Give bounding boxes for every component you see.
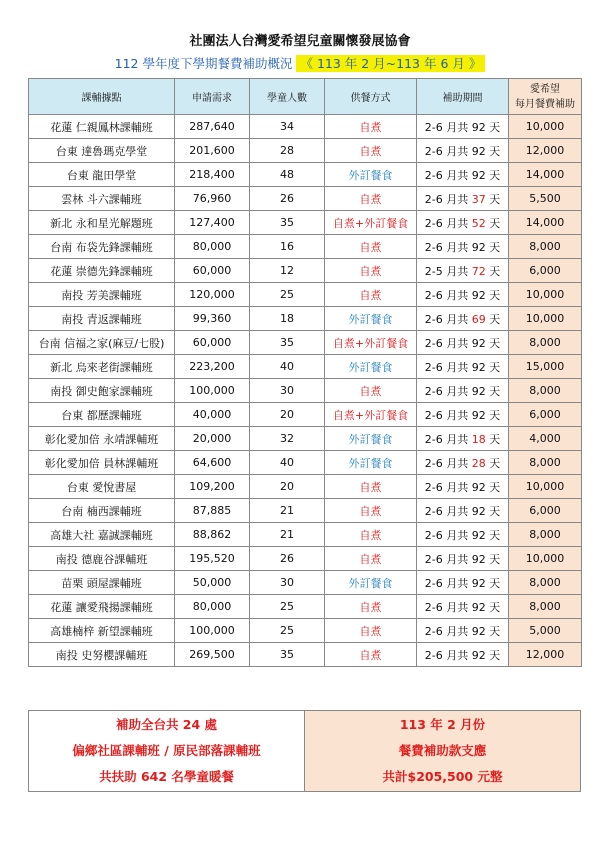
table-row [29,283,582,307]
period-days: 92 [471,528,486,542]
header-subsidy-line2: 每月餐費補助 [515,98,575,110]
period-prefix: 2-6 月共 [424,528,472,542]
period-suffix: 天 [485,456,501,470]
cell-children: 26 [250,547,325,571]
period-days: 69 [471,312,486,326]
period-prefix: 2-6 月共 [424,648,472,662]
cell-site: 台東 都歷課輔班 [29,403,175,427]
cell-meal: 自煮 [325,595,417,619]
cell-children: 21 [250,523,325,547]
summary-right-line: 113 年 2 月份 [399,717,486,732]
cell-subsidy: 15,000 [509,355,582,379]
cell-request: 100,000 [175,619,250,643]
table-row [29,211,582,235]
table-row [29,139,582,163]
cell-meal: 自煮 [325,259,417,283]
summary-right-line: 餐費補助款支應 [398,743,487,758]
cell-meal: 自煮 [325,379,417,403]
cell-request: 88,862 [175,523,250,547]
period-prefix: 2-6 月共 [424,600,472,614]
cell-meal: 自煮+外訂餐食 [325,403,417,427]
cell-site: 台東 達魯瑪克學堂 [29,139,175,163]
cell-site: 南投 德鹿谷課輔班 [29,547,175,571]
table-row [29,379,582,403]
period-suffix: 天 [485,384,501,398]
period-suffix: 天 [485,312,501,326]
table-row [29,571,582,595]
cell-children: 34 [250,115,325,139]
cell-meal: 外訂餐食 [325,571,417,595]
cell-subsidy: 10,000 [509,115,582,139]
period-suffix: 天 [485,600,501,614]
cell-meal: 自煮 [325,547,417,571]
cell-subsidy: 14,000 [509,211,582,235]
cell-site: 台東 龍田學堂 [29,163,175,187]
cell-request: 269,500 [175,643,250,667]
cell-subsidy: 5,000 [509,619,582,643]
cell-subsidy: 8,000 [509,571,582,595]
summary-left-line: 偏鄉社區課輔班 / 原民部落課輔班 [72,743,261,758]
cell-children: 40 [250,451,325,475]
cell-period [417,499,509,523]
cell-meal: 外訂餐食 [325,307,417,331]
period-prefix: 2-6 月共 [424,360,472,374]
cell-meal: 自煮 [325,187,417,211]
summary-left [29,711,305,792]
period-prefix: 2-6 月共 [424,408,472,422]
summary-table [28,710,581,792]
period-suffix: 天 [485,120,501,134]
period-days: 92 [471,552,486,566]
cell-children: 30 [250,571,325,595]
cell-request: 64,600 [175,451,250,475]
subtitle-period: 《 113 年 2 月~113 年 6 月 》 [296,55,485,72]
cell-subsidy: 8,000 [509,523,582,547]
table-body [29,115,582,667]
summary-left-line: 共扶助 642 名學童暖餐 [99,769,234,784]
cell-period [417,187,509,211]
cell-meal: 自煮 [325,619,417,643]
cell-subsidy: 6,000 [509,259,582,283]
cell-period [417,307,509,331]
cell-site: 花蓮 仁親鳳林課輔班 [29,115,175,139]
cell-children: 35 [250,331,325,355]
period-days: 92 [471,576,486,590]
table-row [29,115,582,139]
cell-site: 台東 愛悅書屋 [29,475,175,499]
period-prefix: 2-6 月共 [424,120,472,134]
table-row [29,259,582,283]
cell-subsidy: 6,000 [509,403,582,427]
table-row [29,619,582,643]
cell-period [417,523,509,547]
table-row [29,523,582,547]
summary-right [305,711,581,792]
cell-request: 76,960 [175,187,250,211]
cell-children: 25 [250,595,325,619]
period-prefix: 2-6 月共 [424,456,472,470]
cell-subsidy: 10,000 [509,283,582,307]
period-days: 28 [471,456,486,470]
period-days: 92 [471,384,486,398]
period-days: 52 [471,216,486,230]
cell-subsidy: 8,000 [509,379,582,403]
cell-period [417,643,509,667]
table-row [29,427,582,451]
period-days: 72 [471,264,486,278]
period-days: 92 [471,480,486,494]
table-row [29,403,582,427]
period-suffix: 天 [485,528,501,542]
period-days: 92 [471,360,486,374]
cell-request: 87,885 [175,499,250,523]
cell-request: 218,400 [175,163,250,187]
period-suffix: 天 [485,624,501,638]
header-subsidy [509,79,582,115]
summary-left-line: 補助全台共 24 處 [115,717,218,732]
cell-children: 32 [250,427,325,451]
header-request: 申請需求 [175,79,250,115]
cell-period [417,571,509,595]
period-suffix: 天 [485,480,501,494]
cell-subsidy: 10,000 [509,307,582,331]
cell-subsidy: 12,000 [509,643,582,667]
table-row [29,499,582,523]
cell-subsidy: 8,000 [509,451,582,475]
period-days: 18 [471,432,486,446]
cell-site: 高雄楠梓 新望課輔班 [29,619,175,643]
cell-meal: 自煮+外訂餐食 [325,331,417,355]
period-days: 92 [471,336,486,350]
period-suffix: 天 [485,336,501,350]
period-suffix: 天 [485,648,501,662]
header-subsidy-line1: 愛希望 [530,83,560,95]
period-days: 92 [471,240,486,254]
table-row [29,235,582,259]
period-suffix: 天 [485,576,501,590]
cell-request: 223,200 [175,355,250,379]
period-suffix: 天 [485,168,501,182]
cell-period [417,379,509,403]
period-prefix: 2-6 月共 [424,432,472,446]
cell-children: 12 [250,259,325,283]
period-prefix: 2-6 月共 [424,288,472,302]
cell-meal: 外訂餐食 [325,451,417,475]
header-meal: 供餐方式 [325,79,417,115]
cell-subsidy: 8,000 [509,331,582,355]
cell-site: 南投 青返課輔班 [29,307,175,331]
cell-site: 彰化愛加倍 永靖課輔班 [29,427,175,451]
cell-children: 25 [250,283,325,307]
period-suffix: 天 [485,192,501,206]
cell-site: 彰化愛加倍 員林課輔班 [29,451,175,475]
period-prefix: 2-6 月共 [424,504,472,518]
cell-site: 南投 史努櫻課輔班 [29,643,175,667]
period-suffix: 天 [485,216,501,230]
cell-period [417,355,509,379]
period-suffix: 天 [485,144,501,158]
cell-request: 287,640 [175,115,250,139]
cell-children: 35 [250,211,325,235]
cell-site: 台南 楠西課輔班 [29,499,175,523]
cell-meal: 自煮 [325,283,417,307]
cell-subsidy: 8,000 [509,595,582,619]
cell-meal: 自煮 [325,475,417,499]
cell-children: 18 [250,307,325,331]
cell-period [417,427,509,451]
period-suffix: 天 [485,264,501,278]
period-days: 92 [471,624,486,638]
header-period: 補助期間 [417,79,509,115]
period-suffix: 天 [485,432,501,446]
cell-request: 201,600 [175,139,250,163]
period-days: 37 [471,192,486,206]
period-suffix: 天 [485,504,501,518]
period-prefix: 2-6 月共 [424,480,472,494]
cell-request: 80,000 [175,595,250,619]
header-site: 課輔據點 [29,79,175,115]
cell-period [417,403,509,427]
cell-subsidy: 4,000 [509,427,582,451]
document-title: 社團法人台灣愛希望兒童關懷發展協會 [189,34,411,49]
period-days: 92 [471,408,486,422]
cell-children: 30 [250,379,325,403]
cell-request: 50,000 [175,571,250,595]
period-days: 92 [471,288,486,302]
period-prefix: 2-6 月共 [424,576,472,590]
cell-period [417,259,509,283]
cell-children: 48 [250,163,325,187]
table-row [29,451,582,475]
cell-subsidy: 12,000 [509,139,582,163]
period-suffix: 天 [485,408,501,422]
cell-subsidy: 10,000 [509,547,582,571]
cell-request: 99,360 [175,307,250,331]
period-days: 92 [471,168,486,182]
cell-site: 苗栗 頭屋課輔班 [29,571,175,595]
period-prefix: 2-6 月共 [424,192,472,206]
cell-site: 新北 永和星光解題班 [29,211,175,235]
subsidy-table [28,78,582,667]
header-children: 學童人數 [250,79,325,115]
cell-request: 127,400 [175,211,250,235]
cell-children: 20 [250,475,325,499]
period-prefix: 2-6 月共 [424,144,472,158]
cell-period [417,595,509,619]
cell-period [417,619,509,643]
cell-period [417,139,509,163]
cell-site: 雲林 斗六課輔班 [29,187,175,211]
period-prefix: 2-5 月共 [424,264,472,278]
cell-children: 16 [250,235,325,259]
table-row [29,547,582,571]
period-days: 92 [471,648,486,662]
cell-period [417,331,509,355]
cell-request: 80,000 [175,235,250,259]
table-row [29,355,582,379]
cell-children: 40 [250,355,325,379]
period-suffix: 天 [485,360,501,374]
cell-subsidy: 8,000 [509,235,582,259]
table-row [29,307,582,331]
cell-site: 台南 信福之家(麻豆/七股) [29,331,175,355]
cell-meal: 自煮 [325,139,417,163]
cell-meal: 外訂餐食 [325,427,417,451]
period-days: 92 [471,600,486,614]
cell-period [417,451,509,475]
cell-meal: 自煮 [325,235,417,259]
table-row [29,163,582,187]
cell-children: 26 [250,187,325,211]
cell-children: 25 [250,619,325,643]
cell-meal: 外訂餐食 [325,163,417,187]
subtitle-text: 112 學年度下學期餐費補助概況 [114,56,293,71]
period-days: 92 [471,504,486,518]
cell-children: 28 [250,139,325,163]
table-row [29,187,582,211]
period-suffix: 天 [485,240,501,254]
cell-request: 100,000 [175,379,250,403]
cell-site: 新北 烏來老街課輔班 [29,355,175,379]
cell-request: 60,000 [175,259,250,283]
cell-request: 120,000 [175,283,250,307]
cell-subsidy: 14,000 [509,163,582,187]
cell-period [417,115,509,139]
cell-subsidy: 6,000 [509,499,582,523]
cell-meal: 自煮 [325,523,417,547]
cell-site: 南投 芳美課輔班 [29,283,175,307]
cell-meal: 自煮 [325,499,417,523]
document-subtitle [0,54,600,72]
summary-right-line: 共計$205,500 元整 [382,769,503,784]
cell-subsidy: 10,000 [509,475,582,499]
cell-request: 20,000 [175,427,250,451]
table-header-row [29,79,582,115]
cell-children: 35 [250,643,325,667]
cell-period [417,475,509,499]
cell-period [417,547,509,571]
period-suffix: 天 [485,288,501,302]
cell-site: 南投 御史飽家課輔班 [29,379,175,403]
period-prefix: 2-6 月共 [424,384,472,398]
cell-period [417,235,509,259]
cell-period [417,211,509,235]
table-row [29,331,582,355]
period-prefix: 2-6 月共 [424,168,472,182]
cell-children: 20 [250,403,325,427]
period-days: 92 [471,144,486,158]
table-row [29,475,582,499]
cell-site: 花蓮 崇德先鋒課輔班 [29,259,175,283]
cell-request: 60,000 [175,331,250,355]
cell-request: 40,000 [175,403,250,427]
cell-period [417,283,509,307]
cell-meal: 自煮 [325,643,417,667]
cell-subsidy: 5,500 [509,187,582,211]
table-row [29,643,582,667]
cell-meal: 自煮 [325,115,417,139]
cell-request: 195,520 [175,547,250,571]
cell-children: 21 [250,499,325,523]
cell-request: 109,200 [175,475,250,499]
period-prefix: 2-6 月共 [424,624,472,638]
period-prefix: 2-6 月共 [424,552,472,566]
cell-site: 台南 布袋先鋒課輔班 [29,235,175,259]
period-suffix: 天 [485,552,501,566]
period-prefix: 2-6 月共 [424,312,472,326]
period-days: 92 [471,120,486,134]
cell-meal: 自煮+外訂餐食 [325,211,417,235]
cell-site: 高雄大社 嘉誠課輔班 [29,523,175,547]
cell-site: 花蓮 讓愛飛揚課輔班 [29,595,175,619]
table-row [29,595,582,619]
cell-period [417,163,509,187]
period-prefix: 2-6 月共 [424,336,472,350]
period-prefix: 2-6 月共 [424,240,472,254]
cell-meal: 外訂餐食 [325,355,417,379]
period-prefix: 2-6 月共 [424,216,472,230]
